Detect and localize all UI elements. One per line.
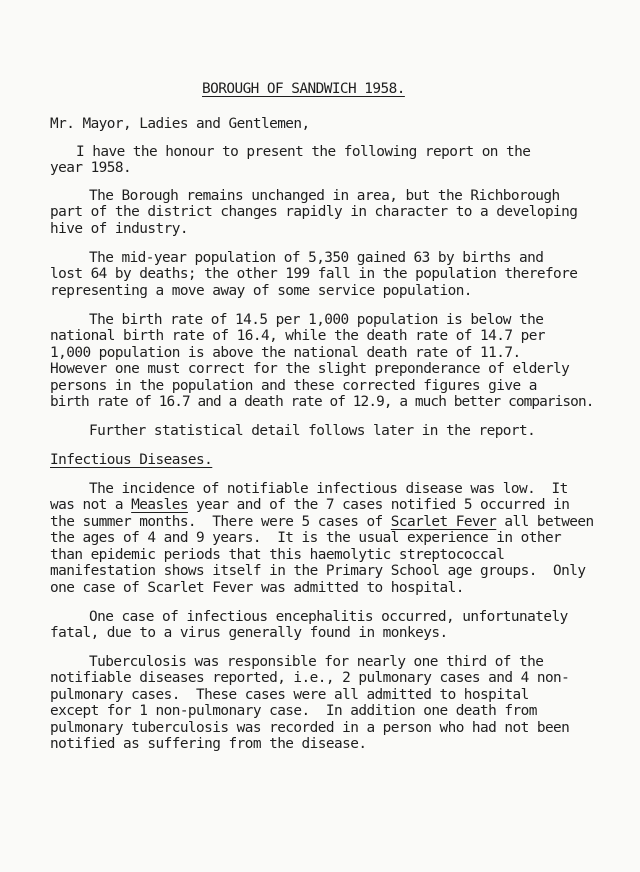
text-line: One case of infectious encephalitis occurred, unfortunately (89, 609, 568, 625)
text-line: However one must correct for the slight preponderance of elderly (50, 361, 570, 377)
text-line: fatal, due to a virus generally found in monkeys. (50, 625, 448, 641)
underlined-term-measles: Measles (131, 497, 188, 513)
text-line: Tuberculosis was responsible for nearly one third of the (89, 654, 544, 670)
text-line: manifestation shows itself in the Primary School age groups. Only (50, 563, 586, 579)
text-line: the ages of 4 and 9 years. It is the usual experience in other (50, 530, 562, 546)
text-line (50, 497, 569, 515)
text-line: persons in the population and these corrected figures give a (50, 378, 537, 394)
text-line: The birth rate of 14.5 per 1,000 population is below the (89, 312, 544, 328)
text-segment: all between (496, 514, 594, 530)
text-line: The mid-year population of 5,350 gained 63 by births and (89, 250, 544, 266)
text-segment: year and of the 7 cases notified 5 occurred in (187, 497, 570, 513)
text-line: hive of industry. (50, 221, 188, 237)
text-segment: was not a (50, 497, 132, 513)
text-line: than epidemic periods that this haemolytic streptococcal (50, 547, 505, 563)
text-line: one case of Scarlet Fever was admitted to hospital. (50, 580, 464, 596)
text-line: except for 1 non-pulmonary case. In addition one death from (50, 703, 537, 719)
text-line: notifiable diseases reported, i.e., 2 pulmonary cases and 4 non- (50, 670, 570, 686)
text-line: 1,000 population is above the national death rate of 11.7. (50, 345, 521, 361)
text-line: The incidence of notifiable infectious disease was low. It (89, 481, 568, 497)
text-line: birth rate of 16.7 and a death rate of 12.9, a much better comparison. (50, 394, 594, 410)
text-line: national birth rate of 16.4, while the death rate of 14.7 per (50, 328, 545, 344)
text-line: part of the district changes rapidly in character to a developing (50, 204, 578, 220)
paragraph-statistical-detail: Further statistical detail follows later in the report. (89, 423, 536, 439)
text-line: year 1958. (50, 160, 132, 176)
text-line: notified as suffering from the disease. (50, 736, 367, 752)
text-line: pulmonary cases. These cases were all admitted to hospital (50, 687, 529, 703)
text-line: I have the honour to present the following report on the (76, 144, 531, 160)
section-heading-infectious-diseases: Infectious Diseases. (50, 452, 213, 468)
text-line (50, 514, 594, 532)
text-line: representing a move away of some service population. (50, 283, 472, 299)
underlined-term-scarlet-fever: Scarlet Fever (390, 514, 497, 530)
page-title: BOROUGH OF SANDWICH 1958. (202, 81, 405, 97)
salutation: Mr. Mayor, Ladies and Gentlemen, (50, 116, 310, 132)
text-line: The Borough remains unchanged in area, but the Richborough (89, 188, 560, 204)
text-line: pulmonary tuberculosis was recorded in a person who had not been (50, 720, 570, 736)
text-segment: the summer months. There were 5 cases of (50, 514, 391, 530)
text-line: lost 64 by deaths; the other 199 fall in the population therefore (50, 266, 578, 282)
